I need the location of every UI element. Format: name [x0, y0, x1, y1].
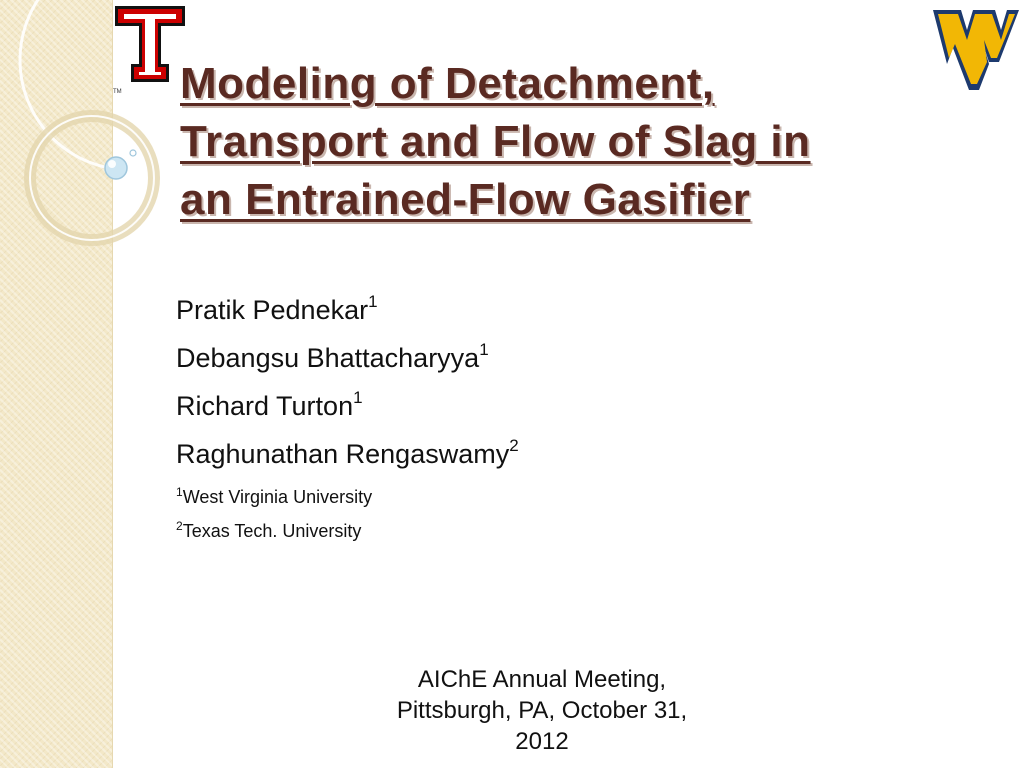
author-name: [176, 331, 519, 379]
affiliation-list: [176, 478, 372, 546]
title-line: Transport and Flow of Slag in: [180, 117, 811, 166]
affiliation: [176, 512, 372, 546]
author-name: [176, 427, 519, 475]
meeting-line: AIChE Annual Meeting,: [417, 666, 667, 693]
author-affiliation-mark: 1: [353, 388, 363, 407]
affiliation-mark: 1: [176, 485, 183, 499]
author-name-text: Richard Turton: [176, 391, 354, 421]
author-name: [176, 283, 519, 331]
title-line: an Entrained-Flow Gasifier: [180, 175, 751, 224]
author-affiliation-mark: 1: [479, 340, 489, 359]
affiliation-name: West Virginia University: [182, 487, 373, 507]
meeting-info: [372, 664, 712, 757]
texas-tech-logo: [111, 2, 189, 94]
slide-title: [180, 55, 940, 229]
author-name-text: Raghunathan Rengaswamy: [176, 439, 510, 469]
decorative-side-strip: [0, 0, 113, 768]
affiliation-mark: 2: [176, 519, 183, 533]
author-name-text: Debangsu Bhattacharyya: [176, 343, 480, 373]
author-name-text: Pratik Pednekar: [176, 295, 369, 325]
meeting-line: Pittsburgh, PA, October 31,: [396, 697, 688, 724]
wvu-flying-wv-logo: [931, 4, 1021, 94]
author-list: [176, 283, 519, 475]
meeting-line: 2012: [515, 728, 569, 755]
author-affiliation-mark: 2: [509, 436, 519, 455]
trademark-label: TM: [113, 89, 122, 94]
affiliation: [176, 478, 372, 512]
author-name: [176, 379, 519, 427]
title-line: Modeling of Detachment,: [180, 59, 715, 108]
author-affiliation-mark: 1: [368, 292, 378, 311]
affiliation-name: Texas Tech. University: [182, 521, 362, 541]
